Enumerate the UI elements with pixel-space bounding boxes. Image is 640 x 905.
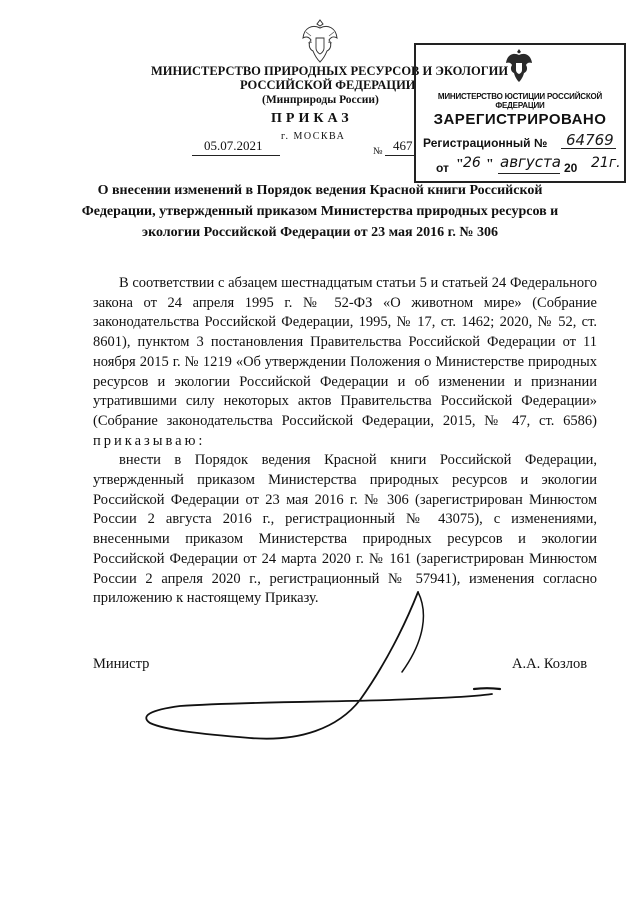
document-body [93, 274, 597, 609]
order-word: приказываю: [93, 432, 206, 449]
document-type: ПРИКАЗ [271, 111, 353, 126]
ministry-short-name: (Минприроды России) [262, 94, 379, 106]
document-city: г. МОСКВА [281, 131, 346, 142]
stamp-quote-open: " [456, 157, 464, 172]
signatory-name: А.А. Козлов [512, 656, 588, 672]
signatory-position: Министр [93, 656, 150, 672]
stamp-year-handwritten [591, 155, 621, 171]
coat-of-arms-icon [300, 16, 340, 66]
document-number: 467 [393, 138, 413, 153]
stamp-reg-underline [561, 148, 616, 149]
stamp-from-label: от [436, 161, 449, 175]
body-paragraph-2: внести в Порядок ведения Красной книги Российской Федерации, утвержденный приказом Министерства природных ресурсов и экологии Российской Федерации от 23 мая 2016 г. № 306 (зарегистрирован Минюстом России 2 августа 2016 г., регистрационный № 43075), с изменениями, внесенными приказом Министерства природных ресурсов и экологии Российской Федерации от 24 марта 2020 г. № 161 (зарегистрирован Минюстом России 2 апреля 2020 г., регистрационный № 57941), изменения согласно приложению к настоящему Приказу. [93, 452, 597, 607]
stamp-coat-of-arms-icon [504, 47, 534, 85]
registration-stamp [414, 43, 626, 183]
stamp-year-prefix: 20 [564, 161, 578, 175]
stamp-reg-number: 64769 [566, 131, 614, 149]
number-label: № [373, 146, 383, 157]
document-date: 05.07.2021 [204, 138, 263, 153]
preamble-text: В соответствии с абзацем шестнадцатым статьи 5 и статьей 24 Федерального закона от 24 апреля 1995 г. № 52-ФЗ «О животном мире» (Собрание законодательства Российской Федерации, 1995, № 17, ст. 1462; 2020, № 52, ст. 8601), пунктом 3 постановления Правительства Российской Федерации от 11 ноября 2015 г. № 1219 «Об утверждении Положения о Министерстве природных ресурсов и экологии Российской Федерации и об изменении и признании утратившими силу некоторых актов Правительства Российской Федерации» (Собрание законодательства Российской Федерации, 2015, № 47, ст. 6586) [93, 275, 597, 429]
stamp-year-suffix: 21 [591, 155, 609, 171]
ministry-name-line1: МИНИСТЕРСТВО ПРИРОДНЫХ РЕСУРСОВ И ЭКОЛОГИИ [151, 64, 509, 78]
stamp-quote-close: " [486, 157, 494, 172]
stamp-year-end: г. [608, 155, 621, 171]
stamp-title: ЗАРЕГИСТРИРОВАНО [433, 111, 607, 128]
stamp-day: 26 [463, 155, 481, 171]
document-title: О внесении изменений в Порядок ведения Красной книги Российской Федерации, утвержденный приказом Министерства природных ресурсов и экологии Российской Федерации от 23 мая 2016 г. № 306 [81, 183, 559, 240]
stamp-month: августа [500, 153, 561, 171]
stamp-ministry: МИНИСТЕРСТВО ЮСТИЦИИ РОССИЙСКОЙ ФЕДЕРАЦИИ [437, 92, 603, 110]
stamp-reg-label: Регистрационный № [423, 136, 548, 150]
ministry-name-line2: РОССИЙСКОЙ ФЕДЕРАЦИИ [240, 78, 416, 92]
body-paragraph-1 [93, 274, 597, 451]
number-underline [385, 155, 415, 156]
date-underline [192, 155, 280, 156]
stamp-month-underline [498, 173, 560, 174]
